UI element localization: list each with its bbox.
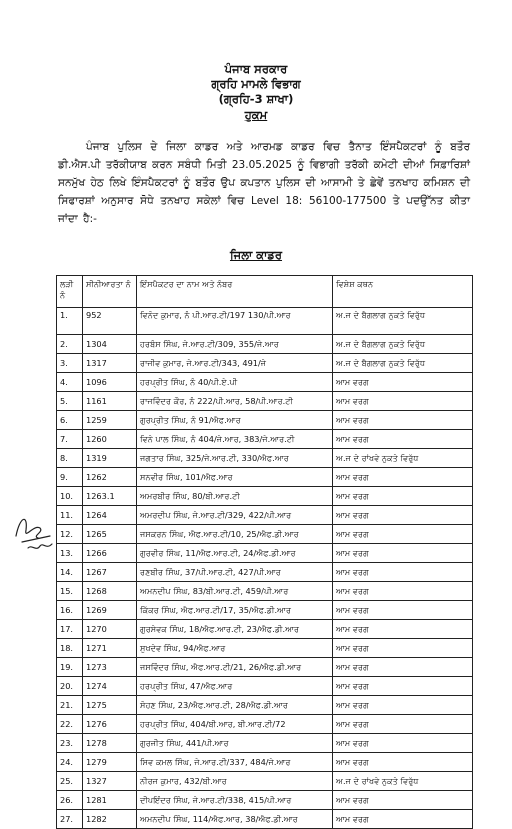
serial-number: 26. — [57, 791, 83, 810]
table-row — [57, 430, 473, 449]
serial-number: 14. — [57, 563, 83, 582]
serial-number: 24. — [57, 753, 83, 772]
remarks: ਅ.ਜ ਦੇ ਬੈਗਲਾਗ ਨੁਕਤੇ ਵਿਰੁੱਧ — [333, 354, 473, 373]
remarks: ਆਮ ਵਰਗ — [333, 487, 473, 506]
seniority-number: 1271 — [83, 639, 137, 658]
serial-number: 5. — [57, 392, 83, 411]
remarks: ਆਮ ਵਰਗ — [333, 791, 473, 810]
inspector-name: ਅਮਨਦੀਪ ਸਿੰਘ, 114/ਐਫ.ਆਰ, 38/ਐਫ.ਡੀ.ਆਰ — [137, 810, 333, 829]
serial-number: 15. — [57, 582, 83, 601]
remarks: ਆਮ ਵਰਗ — [333, 430, 473, 449]
handwritten-signature — [10, 506, 58, 556]
table-row — [57, 308, 473, 335]
remarks: ਆਮ ਵਰਗ — [333, 506, 473, 525]
col-header-remarks: ਵਿਸ਼ੇਸ਼ ਕਥਨ — [333, 276, 473, 308]
seniority-number: 1268 — [83, 582, 137, 601]
intro-paragraph: ਪੰਜਾਬ ਪੁਲਿਸ ਦੇ ਜਿਲਾ ਕਾਡਰ ਅਤੇ ਆਰਮਡ ਕਾਡਰ ਵਿਚ ਤੈਨਾਤ ਇੰਸਪੈਕਟਰਾਂ ਨੂੰ ਬਤੌਰ ਡੀ.ਐਸ.ਪੀ ਤਰੱਕੀਯਾਬ ਕਰਨ ਸਬੰਧੀ ਮਿਤੀ 23.05.2025 ਨੂੰ ਵਿਭਾਗੀ ਤਰੱਕੀ ਕਮੇਟੀ ਦੀਆਂ ਸਿਫ਼ਾਰਿਸ਼ਾਂ ਸਨਮੁੱਖ ਹੇਠ ਲਿਖੇ ਇੰਸਪੈਕਟਰਾਂ ਨੂੰ ਬਤੌਰ ਉਪ ਕਪਤਾਨ ਪੁਲਿਸ ਦੀ ਆਸਾਮੀ ਤੇ ਛੇਵੇਂ ਤਨਖਾਹ ਕਮਿਸ਼ਨ ਦੀ ਸਿਫਾਰਸ਼ਾਂ ਅਨੁਸਾਰ ਸੋਧੇ ਤਨਖਾਹ ਸਕੇਲਾਂ ਵਿਚ Level 18: 56100-177500 ਤੇ ਪਦਉੱਨਤ ਕੀਤਾ ਜਾਂਦਾ ਹੈ:- — [58, 141, 470, 225]
seniority-number: 1265 — [83, 525, 137, 544]
table-row — [57, 335, 473, 354]
seniority-number: 1274 — [83, 677, 137, 696]
table-row — [57, 392, 473, 411]
remarks: ਆਮ ਵਰਗ — [333, 563, 473, 582]
col-header-serial: ਲੜੀ ਨੰ — [57, 276, 83, 308]
seniority-number: 1264 — [83, 506, 137, 525]
inspector-name: ਸੁਖਦੇਵ ਸਿੰਘ, 94/ਐਫ.ਆਰ — [137, 639, 333, 658]
inspector-name: ਹਰਪ੍ਰੀਤ ਸਿੰਘ, ਨੰ 40/ਪੀ.ਏ.ਪੀ — [137, 373, 333, 392]
inspector-name: ਜਸਕਰਨ ਸਿੰਘ, ਐਫ.ਆਰ.ਟੀ/10, 25/ਐਫ.ਡੀ.ਆਰ — [137, 525, 333, 544]
seniority-number: 1317 — [83, 354, 137, 373]
seniority-number: 1282 — [83, 810, 137, 829]
serial-number: 10. — [57, 487, 83, 506]
table-row — [57, 601, 473, 620]
table-row — [57, 677, 473, 696]
serial-number: 25. — [57, 772, 83, 791]
table-row — [57, 373, 473, 392]
serial-number: 20. — [57, 677, 83, 696]
inspector-name: ਵਿਨੇ ਪਾਲ ਸਿੰਘ, ਨੰ 404/ਜੇ.ਆਰ, 383/ਜੇ.ਆਰ.ਟੀ — [137, 430, 333, 449]
section-heading: ਜਿਲਾ ਕਾਡਰ — [229, 248, 283, 262]
serial-number: 27. — [57, 810, 83, 829]
table-row — [57, 468, 473, 487]
seniority-number: 1263.1 — [83, 487, 137, 506]
seniority-number: 1260 — [83, 430, 137, 449]
inspector-name: ਅਮਨਦੀਪ ਸਿੰਘ, 83/ਬੀ.ਆਰ.ਟੀ, 459/ਪੀ.ਆਰ — [137, 582, 333, 601]
table-row — [57, 658, 473, 677]
table-row — [57, 449, 473, 468]
remarks: ਅ.ਜ ਦੇ ਬੈਗਲਾਗ ਨੁਕਤੇ ਵਿਰੁੱਧ — [333, 308, 473, 335]
promotion-table — [56, 275, 473, 829]
table-row — [57, 639, 473, 658]
serial-number: 4. — [57, 373, 83, 392]
inspector-name: ਸੋਹਣ ਸਿੰਘ, 23/ਐਫ.ਆਰ.ਟੀ, 28/ਐਫ.ਡੀ.ਆਰ — [137, 696, 333, 715]
inspector-name: ਜਸਵਿੰਦਰ ਸਿੰਘ, ਐਫ.ਆਰ.ਟੀ/21, 26/ਐਫ.ਡੀ.ਆਰ — [137, 658, 333, 677]
remarks: ਆਮ ਵਰਗ — [333, 715, 473, 734]
serial-number: 22. — [57, 715, 83, 734]
inspector-name: ਸਨਵੀਰ ਸਿੰਘ, 101/ਐਫ.ਆਰ — [137, 468, 333, 487]
table-row — [57, 563, 473, 582]
serial-number: 16. — [57, 601, 83, 620]
remarks: ਅ.ਜ ਦੇ ਬੈਗਲਾਗ ਨੁਕਤੇ ਵਿਰੁੱਧ — [333, 335, 473, 354]
seniority-number: 1259 — [83, 411, 137, 430]
inspector-name: ਨੀਰਜ ਕੁਮਾਰ, 432/ਬੀ.ਆਰ — [137, 772, 333, 791]
remarks: ਆਮ ਵਰਗ — [333, 373, 473, 392]
seniority-number: 1273 — [83, 658, 137, 677]
inspector-name: ਅਮਰਦੀਪ ਸਿੰਘ, ਜੇ.ਆਰ.ਟੀ/329, 422/ਪੀ.ਆਰ — [137, 506, 333, 525]
remarks: ਆਮ ਵਰਗ — [333, 734, 473, 753]
table-row — [57, 753, 473, 772]
seniority-number: 1281 — [83, 791, 137, 810]
serial-number: 11. — [57, 506, 83, 525]
serial-number: 6. — [57, 411, 83, 430]
table-row — [57, 525, 473, 544]
table-header-row — [57, 276, 473, 308]
seniority-number: 1276 — [83, 715, 137, 734]
inspector-name: ਕਿੱਕਰ ਸਿੰਘ, ਐਫ.ਆਰ.ਟੀ/17, 35/ਐਫ.ਡੀ.ਆਰ — [137, 601, 333, 620]
branch-title: (ਗ੍ਰਹਿ-3 ਸ਼ਾਖਾ) — [218, 92, 294, 106]
department-title: ਗ੍ਰਹਿ ਮਾਮਲੇ ਵਿਭਾਗ — [211, 77, 301, 91]
remarks: ਅ.ਜ ਦੇ ਰਾਂਖਵੇ ਨੁਕਤੇ ਵਿਰੁੱਧ — [333, 772, 473, 791]
remarks: ਆਮ ਵਰਗ — [333, 753, 473, 772]
remarks: ਆਮ ਵਰਗ — [333, 392, 473, 411]
seniority-number: 1161 — [83, 392, 137, 411]
inspector-name: ਰਣਬੀਰ ਸਿੰਘ, 37/ਪੀ.ਆਰ.ਟੀ, 427/ਪੀ.ਆਰ — [137, 563, 333, 582]
serial-number: 2. — [57, 335, 83, 354]
remarks: ਆਮ ਵਰਗ — [333, 601, 473, 620]
inspector-name: ਅਮਰਬੀਰ ਸਿੰਘ, 80/ਬੀ.ਆਰ.ਟੀ — [137, 487, 333, 506]
seniority-number: 1096 — [83, 373, 137, 392]
table-row — [57, 506, 473, 525]
table-row — [57, 696, 473, 715]
seniority-number: 1304 — [83, 335, 137, 354]
inspector-name: ਵਿਨੋਦ ਕੁਮਾਰ, ਨੰ ਪੀ.ਆਰ.ਟੀ/197 130/ਪੀ.ਆਰ — [137, 308, 333, 335]
remarks: ਆਮ ਵਰਗ — [333, 411, 473, 430]
serial-number: 8. — [57, 449, 83, 468]
govt-title: ਪੰਜਾਬ ਸਰਕਾਰ — [224, 62, 288, 76]
table-row — [57, 791, 473, 810]
inspector-name: ਗੁਰਪ੍ਰੀਤ ਸਿੰਘ, ਨੰ 91/ਐਫ.ਆਰ — [137, 411, 333, 430]
remarks: ਅ.ਜ ਦੇ ਰਾਂਖਵੇ ਨੁਕਤੇ ਵਿਰੁੱਧ — [333, 449, 473, 468]
inspector-name: ਰਾਜਵਿੰਦਰ ਕੌਰ, ਨੰ 222/ਪੀ.ਆਰ, 58/ਪੀ.ਆਰ.ਟੀ — [137, 392, 333, 411]
seniority-number: 1278 — [83, 734, 137, 753]
table-row — [57, 582, 473, 601]
serial-number: 13. — [57, 544, 83, 563]
inspector-name: ਗੁਰਵੀਰ ਸਿੰਘ, 11/ਐਫ.ਆਰ.ਟੀ, 24/ਐਫ.ਡੀ.ਆਰ — [137, 544, 333, 563]
seniority-number: 1267 — [83, 563, 137, 582]
col-header-name: ਇੰਸਪੈਕਟਰ ਦਾ ਨਾਮ ਅਤੇ ਨੰਬਰ — [137, 276, 333, 308]
col-header-seniority: ਸੀਨੀਆਰਤਾ ਨੰ — [83, 276, 137, 308]
remarks: ਆਮ ਵਰਗ — [333, 696, 473, 715]
table-row — [57, 620, 473, 639]
table-row — [57, 354, 473, 373]
seniority-number: 1266 — [83, 544, 137, 563]
remarks: ਆਮ ਵਰਗ — [333, 525, 473, 544]
remarks: ਆਮ ਵਰਗ — [333, 468, 473, 487]
remarks: ਆਮ ਵਰਗ — [333, 677, 473, 696]
serial-number: 17. — [57, 620, 83, 639]
serial-number: 3. — [57, 354, 83, 373]
inspector-name: ਗੁਰਸੇਵਕ ਸਿੰਘ, 18/ਐਫ.ਆਰ.ਟੀ, 23/ਐਫ.ਡੀ.ਆਰ — [137, 620, 333, 639]
table-row — [57, 715, 473, 734]
seniority-number: 1279 — [83, 753, 137, 772]
seniority-number: 1275 — [83, 696, 137, 715]
remarks: ਆਮ ਵਰਗ — [333, 544, 473, 563]
serial-number: 19. — [57, 658, 83, 677]
seniority-number: 1262 — [83, 468, 137, 487]
table-row — [57, 734, 473, 753]
serial-number: 21. — [57, 696, 83, 715]
seniority-number: 1270 — [83, 620, 137, 639]
serial-number: 12. — [57, 525, 83, 544]
remarks: ਆਮ ਵਰਗ — [333, 810, 473, 829]
inspector-name: ਹਰਪ੍ਰੀਤ ਸਿੰਘ, 404/ਬੀ.ਆਰ, ਬੀ.ਆਰ.ਟੀ/72 — [137, 715, 333, 734]
document-header — [0, 62, 512, 123]
serial-number: 23. — [57, 734, 83, 753]
remarks: ਆਮ ਵਰਗ — [333, 620, 473, 639]
serial-number: 9. — [57, 468, 83, 487]
inspector-name: ਹਰਪ੍ਰੀਤ ਸਿੰਘ, 47/ਐਫ.ਆਰ — [137, 677, 333, 696]
inspector-name: ਜਗਤਾਰ ਸਿੰਘ, 325/ਜੇ.ਆਰ.ਟੀ, 330/ਐਫ.ਆਰ — [137, 449, 333, 468]
seniority-number: 1319 — [83, 449, 137, 468]
inspector-name: ਗੁਰਜੀਤ ਸਿੰਘ, 441/ਪੀ.ਆਰ — [137, 734, 333, 753]
serial-number: 18. — [57, 639, 83, 658]
seniority-number: 1327 — [83, 772, 137, 791]
inspector-name: ਹਰਬੰਸ ਸਿੰਘ, ਜੇ.ਆਰ.ਟੀ/309, 355/ਜੇ.ਆਰ — [137, 335, 333, 354]
serial-number: 7. — [57, 430, 83, 449]
inspector-name: ਦੀਪਇੰਦਰ ਸਿੰਘ, ਜੇ.ਆਰ.ਟੀ/338, 415/ਪੀ.ਆਰ — [137, 791, 333, 810]
order-title: ਹੁਕਮ — [244, 108, 268, 122]
remarks: ਆਮ ਵਰਗ — [333, 658, 473, 677]
table-row — [57, 544, 473, 563]
remarks: ਆਮ ਵਰਗ — [333, 582, 473, 601]
seniority-number: 952 — [83, 308, 137, 335]
inspector-name: ਸਿਵ ਕਮਲ ਸਿੰਘ, ਜੇ.ਆਰ.ਟੀ/337, 484/ਜੇ.ਆਰ — [137, 753, 333, 772]
table-row — [57, 487, 473, 506]
serial-number: 1. — [57, 308, 83, 335]
seniority-number: 1269 — [83, 601, 137, 620]
table-row — [57, 772, 473, 791]
table-row — [57, 411, 473, 430]
remarks: ਆਮ ਵਰਗ — [333, 639, 473, 658]
inspector-name: ਰਾਜੀਵ ਕੁਮਾਰ, ਜੇ.ਆਰ.ਟੀ/343, 491/ਜੇ — [137, 354, 333, 373]
